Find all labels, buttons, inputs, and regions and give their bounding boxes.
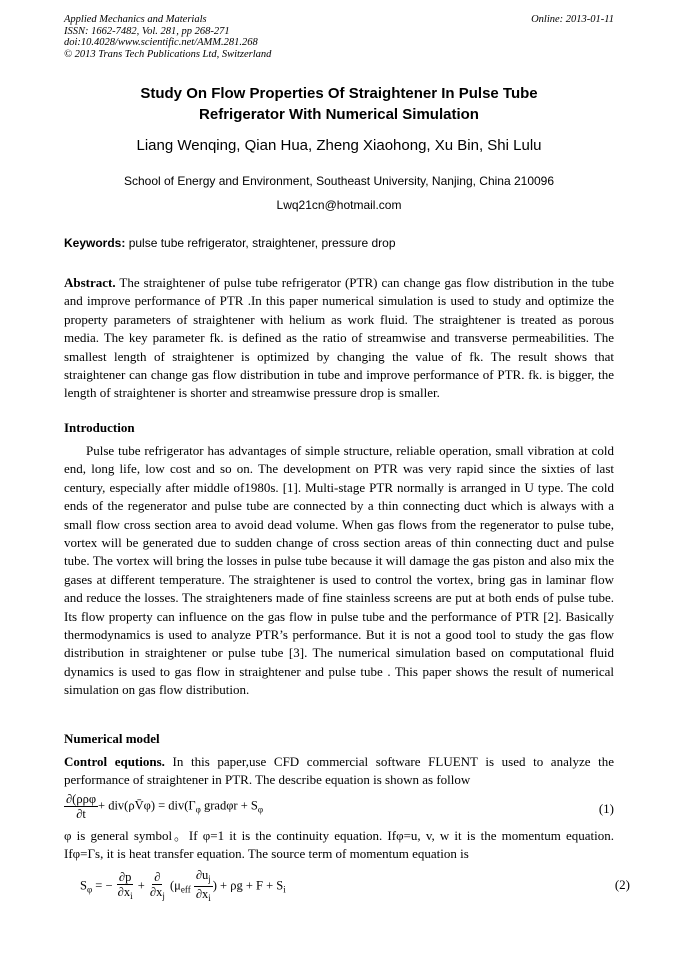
intro-paragraph: Pulse tube refrigerator has advantages of simple structure, reliable operation, small vibration at cold end, long life, low cost and so on. The development on PTR was very rapid since the sixties of last century, especially after middle of1980s. [1]. Multi-stage PTR normally is arranged in U type. The cold ends of the regenerator and pulse tube are connected by a thin connecting duct which is always with a small flow cross section area to avoid dead volume. When gas flows from the regenerator to pulse tube, vortex will be generated due to sudden change of cross section areas of thin connecting duct and pulse tube. The vortex will bring the losses in pulse tube because it will damage the gas piston and also mix the gases at different temperature. The straightener is used to control the vortex, bring gas in laminar flow and reduce the losses. The straighteners made of fine stainless screens are put at both ends of pulse tube. Its flow property can influence on the gas flow in pulse tube and the performance of PTR [2]. Basically thermodynamics is used to analyze PTR’s performance. But it is not a good tool to study the gas flow distribution in straightener or pulse tube [3]. The numerical simulation based on computational fluid dynamics is used to gas flow in straightener and pulse tube . This paper shows the result of numerical simulation on gas flow distribution. [64,443,614,698]
affiliation: School of Energy and Environment, Southeast University, Nanjing, China 210096 [123,174,555,188]
general-symbol-paragraph: φ is general symbol。If φ=1 it is the continuity equation. Ifφ=u, v, w it is the momentum equation. Ifφ=Γs, it is heat transfer equation. The source term of momentum equation is [64,828,614,862]
control-equations-label: Control equtions. [64,754,165,769]
journal-header [64,14,614,60]
equation-1: $\frac{\text{∂(ρρφ}}{\partial t}$ + div(ρV̄φ) = $div(\Gamma_\varphi$ gradφr + $S_\varphi$ (1) [66,792,614,821]
online-date: Online: 2013-01-11 [531,14,614,25]
title-line-1: Study On Flow Properties Of Straightener In Pulse Tube [140,85,538,102]
abstract-label: Abstract. [64,275,116,290]
keywords-text: pulse tube refrigerator, straightener, pressure drop [125,236,396,250]
doi: doi:10.4028/www.scientific.net/AMM.281.268 [64,37,258,49]
authors: Liang Wenqing, Qian Hua, Zheng Xiaohong, Xu Bin, Shi Lulu [136,137,542,154]
eq2-fraction-2: $\frac{\partial}{\partial x_j}$ [149,870,165,901]
issn: ISSN: 1662-7482, Vol. 281, pp 268-271 [64,25,230,37]
title-line-2: Refrigerator With Numerical Simulation [199,106,479,123]
abstract-text: The straightener of pulse tube refrigerator (PTR) can change gas flow distribution in the tube and improve performance of PTR .In this paper numerical simulation is used to study and optimize the property parameters of straightener with helium as work fluid. The straightener is treated as porous media. The key parameter fk. is defined as the ratio of streamwise and transverse permeabilities. The smallest length of straightener is optimized by changing the value of fk. The result shows that straightener can change gas flow distribution in tube and improve performance of PTR. fk. is bigger, the length of straightener is shorter and streamwise pressure drop is smaller. [64,275,614,401]
control-equations-text: In this paper,use CFD commercial software FLUENT is used to analyze the performance of straightener in PTR. The describe equation is shown as follow [64,754,614,788]
eq1-fraction: $\frac{\text{∂(ρρφ}}{\partial t}$ [66,792,97,821]
eq2-fraction-1: $\frac{\partial p}{\partial x_i}$ [117,870,133,901]
keywords-label: Keywords: [64,236,126,250]
copyright: © 2013 Trans Tech Publications Ltd, Switzerland [64,48,272,60]
journal-name: Applied Mechanics and Materials [64,14,207,25]
eq2-fraction-3: $\frac{\partial u_j}{\partial x_i}$ [195,868,211,903]
control-equations-paragraph [64,753,614,790]
equation-1-number: (1) [598,801,614,816]
keywords [64,236,614,250]
numerical-model-heading: Numerical model [64,731,160,746]
abstract [64,274,614,403]
equation-2: $S_\varphi$ = − $\frac{\partial p}{\partial x_i}$ + $\frac{\partial}{\partial x_j}$ ($\mu_{eff}$ $\frac{\partial u_j}{\partial x_i}$ ) + $\rho g + F + S_i$ (2) [80,868,630,903]
intro-heading: Introduction [64,420,135,435]
equation-2-number: (2) [614,877,630,892]
paper-title [64,83,614,125]
email: Lwq21cn@hotmail.com [276,198,402,212]
